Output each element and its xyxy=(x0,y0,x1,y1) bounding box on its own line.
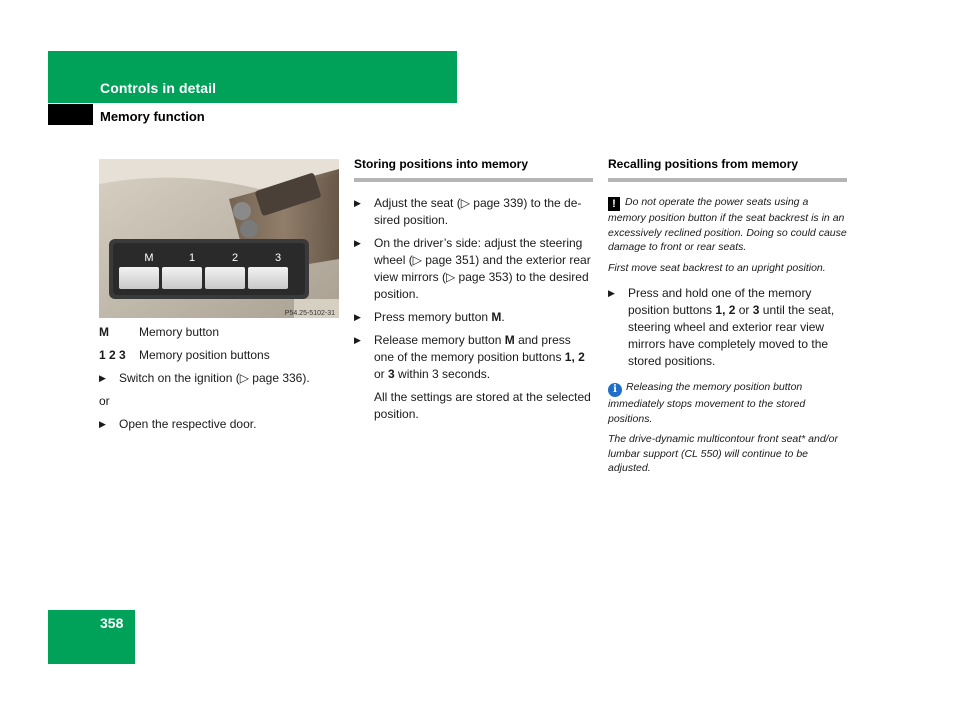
bullet-arrow-icon: ▶ xyxy=(354,238,361,248)
bullet-arrow-icon: ▶ xyxy=(354,198,361,208)
step-text: Open the respective door. xyxy=(119,417,257,431)
step-text: Release memory button M and press one of the memory position buttons 1, 2 or 3 within 3 seconds. xyxy=(374,333,585,381)
section-title: Controls in detail xyxy=(100,80,217,96)
warning-note: ! Do not operate the power seats using a memory position button if the seat backrest is in an excessively reclined position. Doing so could cause damage to front or rear seats. xyxy=(608,196,847,253)
step-item xyxy=(608,285,847,370)
step-item xyxy=(354,309,593,326)
legend-row xyxy=(99,324,339,341)
photo-button-2-label: 2 xyxy=(231,252,239,264)
legend-row xyxy=(99,347,339,364)
step-text: Press and hold one of the memory position buttons 1, 2 or 3 until the seat, steering wheel and exterior rear view mirrors have completely moved to the stored positions. xyxy=(628,286,835,368)
section-tab-marker xyxy=(48,104,93,125)
info-followup: The drive-dynamic multicontour front seat* and/or lumbar support (CL 550) will continue to be adjusted. xyxy=(608,433,838,474)
photo-button-m-label: M xyxy=(144,252,154,264)
step-item xyxy=(354,195,593,229)
bullet-arrow-icon: ▶ xyxy=(99,373,106,383)
bullet-arrow-icon: ▶ xyxy=(354,335,361,345)
left-column xyxy=(99,324,339,439)
bullet-arrow-icon: ▶ xyxy=(99,419,106,429)
info-note: i Releasing the memory position button immediately stops movement to the stored positions. xyxy=(608,381,806,425)
storing-result: All the settings are stored at the selected position. xyxy=(374,390,591,421)
warning-icon: ! xyxy=(608,197,620,211)
memory-buttons-photo xyxy=(99,159,339,318)
page-subtitle: Memory function xyxy=(100,109,205,124)
step-item xyxy=(99,416,339,433)
photo-button-1-label: 1 xyxy=(188,252,196,264)
page-number: 358 xyxy=(100,615,124,631)
step-item xyxy=(99,370,339,387)
step-text: On the driver’s side: adjust the steering wheel (▷ page 351) and the exterior rear view mirrors (▷ page 353) to the desired position. xyxy=(374,236,591,301)
or-text: or xyxy=(99,394,110,408)
photo-button-3-label: 3 xyxy=(274,252,282,264)
storing-heading: Storing positions into memory xyxy=(354,156,593,182)
legend-key: M xyxy=(99,325,109,339)
step-item xyxy=(354,235,593,303)
warning-followup: First move seat backrest to an upright position. xyxy=(608,261,826,274)
legend-text: Memory position buttons xyxy=(139,348,270,362)
recalling-heading: Recalling positions from memory xyxy=(608,156,847,182)
recalling-column xyxy=(608,156,847,482)
photo-code: P54.25-5102-31 xyxy=(284,310,335,317)
bullet-arrow-icon: ▶ xyxy=(354,312,361,322)
step-text: Switch on the ignition (▷ page 336). xyxy=(119,371,310,385)
legend-text: Memory button xyxy=(139,325,220,339)
door-panel-illustration xyxy=(99,159,339,318)
info-icon: i xyxy=(608,383,622,397)
step-text: Adjust the seat (▷ page 339) to the de-sired position. xyxy=(374,196,582,227)
legend-key: 1 2 3 xyxy=(99,348,126,362)
storing-column xyxy=(354,156,593,429)
bullet-arrow-icon: ▶ xyxy=(608,288,615,298)
step-text: Press memory button M. xyxy=(374,310,505,324)
step-item xyxy=(354,332,593,383)
